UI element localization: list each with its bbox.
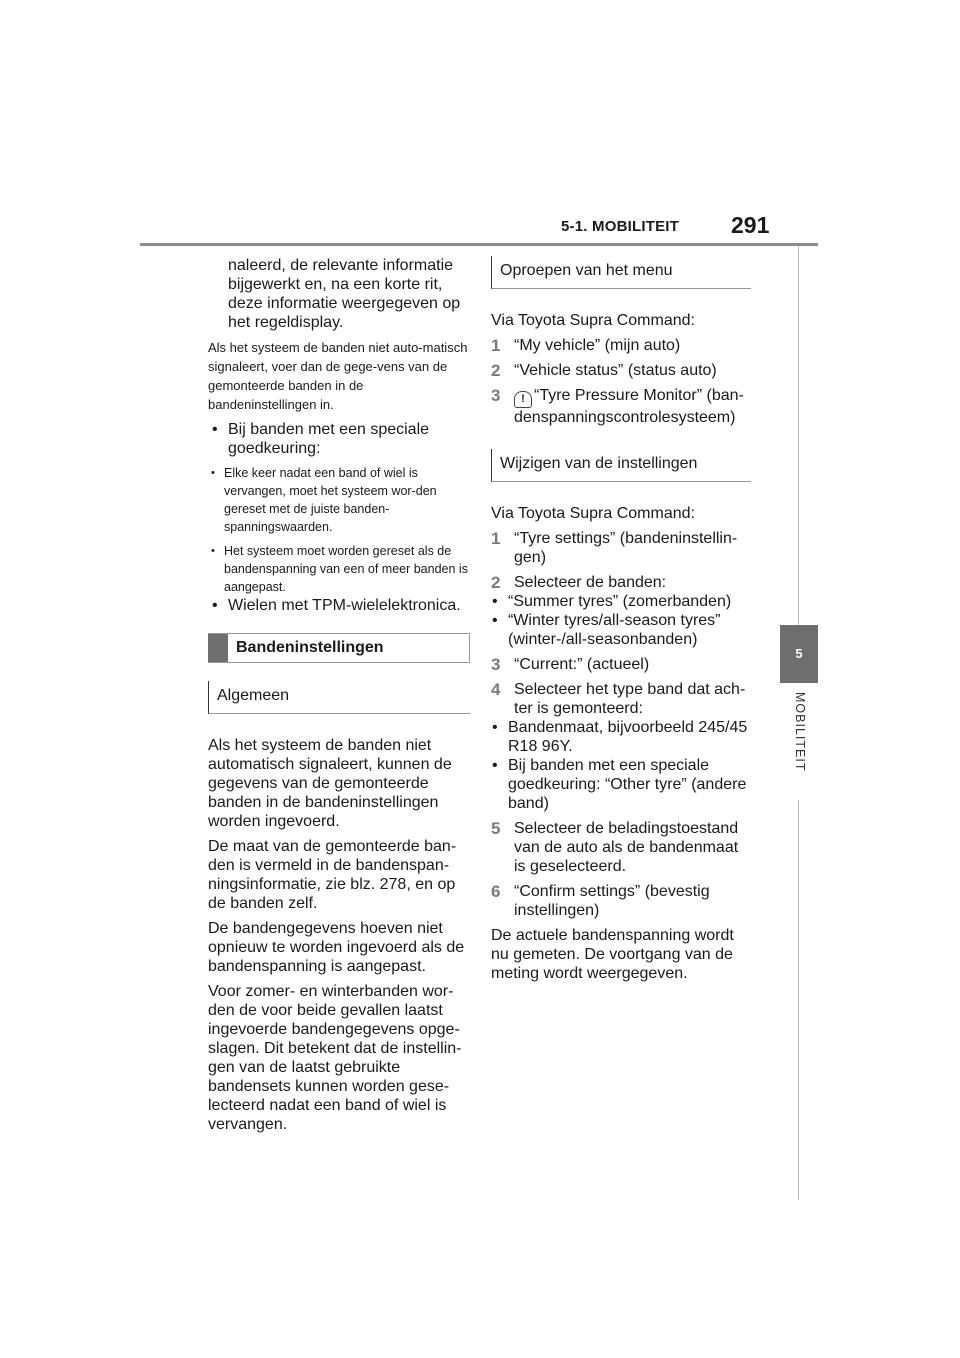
step-text: “Current:” (actueel) (514, 656, 650, 673)
section-heading-marker (208, 634, 228, 662)
subsection-heading: Oproepen van het menu (491, 256, 751, 289)
step-number: 1 (491, 529, 501, 548)
body-paragraph: Voor zomer- en winterbanden wor-den de voor beide gevallen laatst ingevoerde bandengegevens opge-slagen. Dit betekent dat de instellin-gen van de laatst gebruikte bandensets kunnen worden gese-lecteerd nadat een band of wiel is vervangen. (208, 983, 462, 1133)
step-item (491, 680, 751, 718)
chapter-side-label-text: MOBILITEIT (793, 692, 807, 772)
subsection-heading: Algemeen (208, 681, 470, 714)
step-text: “Confirm settings” (bevestig instellingen) (514, 883, 710, 919)
right-column (491, 256, 751, 983)
section-title: 5-1. MOBILITEIT (561, 218, 680, 235)
sub-bullet-item: • Het systeem moet worden gereset als de bandenspanning van een of meer banden is aangepast. (208, 542, 470, 596)
step-number: 2 (491, 573, 501, 592)
step-text: “My vehicle” (mijn auto) (514, 337, 681, 354)
step-item (491, 336, 751, 355)
step-number: 3 (491, 386, 501, 405)
step-item (491, 882, 751, 920)
page-number: 291 (731, 212, 770, 238)
side-divider (798, 246, 799, 626)
body-paragraph: De maat van de gemonteerde ban-den is vermeld in de bandenspan-ningsinformatie, zie blz. 278, en op de banden zelf. (208, 838, 457, 912)
step-text: Selecteer de beladingstoestand van de auto als de bandenmaat is geselecteerd. (514, 820, 739, 875)
subsection-heading: Wijzigen van de instellingen (491, 449, 751, 482)
chapter-tab[interactable]: 5 (780, 625, 818, 683)
step-item (491, 655, 751, 674)
via-line: Via Toyota Supra Command: (491, 505, 695, 522)
step-bullet: • Bandenmaat, bijvoorbeeld 245/45 R18 96Y. (491, 718, 751, 756)
step-number: 2 (491, 361, 501, 380)
note-paragraph: Als het systeem de banden niet auto-matisch signaleert, voer dan de gege-vens van de gemonteerde banden in de bandeninstellingen in. (208, 340, 468, 412)
header-rule (140, 243, 818, 246)
step-text: Selecteer de banden: (514, 574, 667, 591)
step-item (491, 361, 751, 380)
step-bullet: • “Winter tyres/all-season tyres” (winter-/all-seasonbanden) (491, 611, 751, 649)
bullet-item: • Bij banden met een speciale goedkeuring: (208, 420, 470, 458)
step-number: 5 (491, 819, 501, 838)
step-number: 6 (491, 882, 501, 901)
step-item (491, 529, 751, 567)
tyre-pressure-warning-icon: ! (514, 391, 532, 408)
body-paragraph: Als het systeem de banden niet automatisch signaleert, kunnen de gegevens van de gemonteerde banden in de bandeninstellingen worden ingevoerd. (208, 737, 452, 830)
chapter-side-label (777, 692, 817, 802)
left-column (208, 256, 470, 1134)
bullet-item: • Wielen met TPM-wielelektronica. (208, 596, 470, 615)
step-number: 1 (491, 336, 501, 355)
closing-paragraph: De actuele bandenspanning wordt nu gemeten. De voortgang van de meting wordt weergegeven. (491, 927, 734, 982)
section-heading-label: Bandeninstellingen (236, 639, 384, 656)
continued-paragraph: naleerd, de relevante informatie bijgewerkt en, na een korte rit, deze informatie weergegeven op het regeldisplay. (228, 257, 461, 331)
step-text: “Tyre settings” (bandeninstellin-gen) (514, 530, 738, 566)
step-number: 4 (491, 680, 501, 699)
section-heading (208, 633, 470, 663)
step-item (491, 573, 751, 592)
step-text: “Vehicle status” (status auto) (514, 362, 717, 379)
step-bullet: • “Summer tyres” (zomerbanden) (491, 592, 751, 611)
step-item (491, 819, 751, 876)
step-number: 3 (491, 655, 501, 674)
via-line: Via Toyota Supra Command: (491, 312, 695, 329)
sub-bullet-item: • Elke keer nadat een band of wiel is vervangen, moet het systeem wor-den gereset met de juiste banden-spanningswaarden. (208, 464, 470, 536)
step-text: Selecteer het type band dat ach-ter is gemonteerd: (514, 681, 746, 717)
body-paragraph: De bandengegevens hoeven niet opnieuw te worden ingevoerd als de bandenspanning is aangepast. (208, 920, 465, 975)
step-item (491, 386, 751, 427)
side-divider-lower (798, 800, 799, 1200)
step-text: “Tyre Pressure Monitor” (ban-denspanningscontrolesysteem) (514, 387, 744, 426)
step-bullet: • Bij banden met een speciale goedkeuring: “Other tyre” (andere band) (491, 756, 751, 813)
